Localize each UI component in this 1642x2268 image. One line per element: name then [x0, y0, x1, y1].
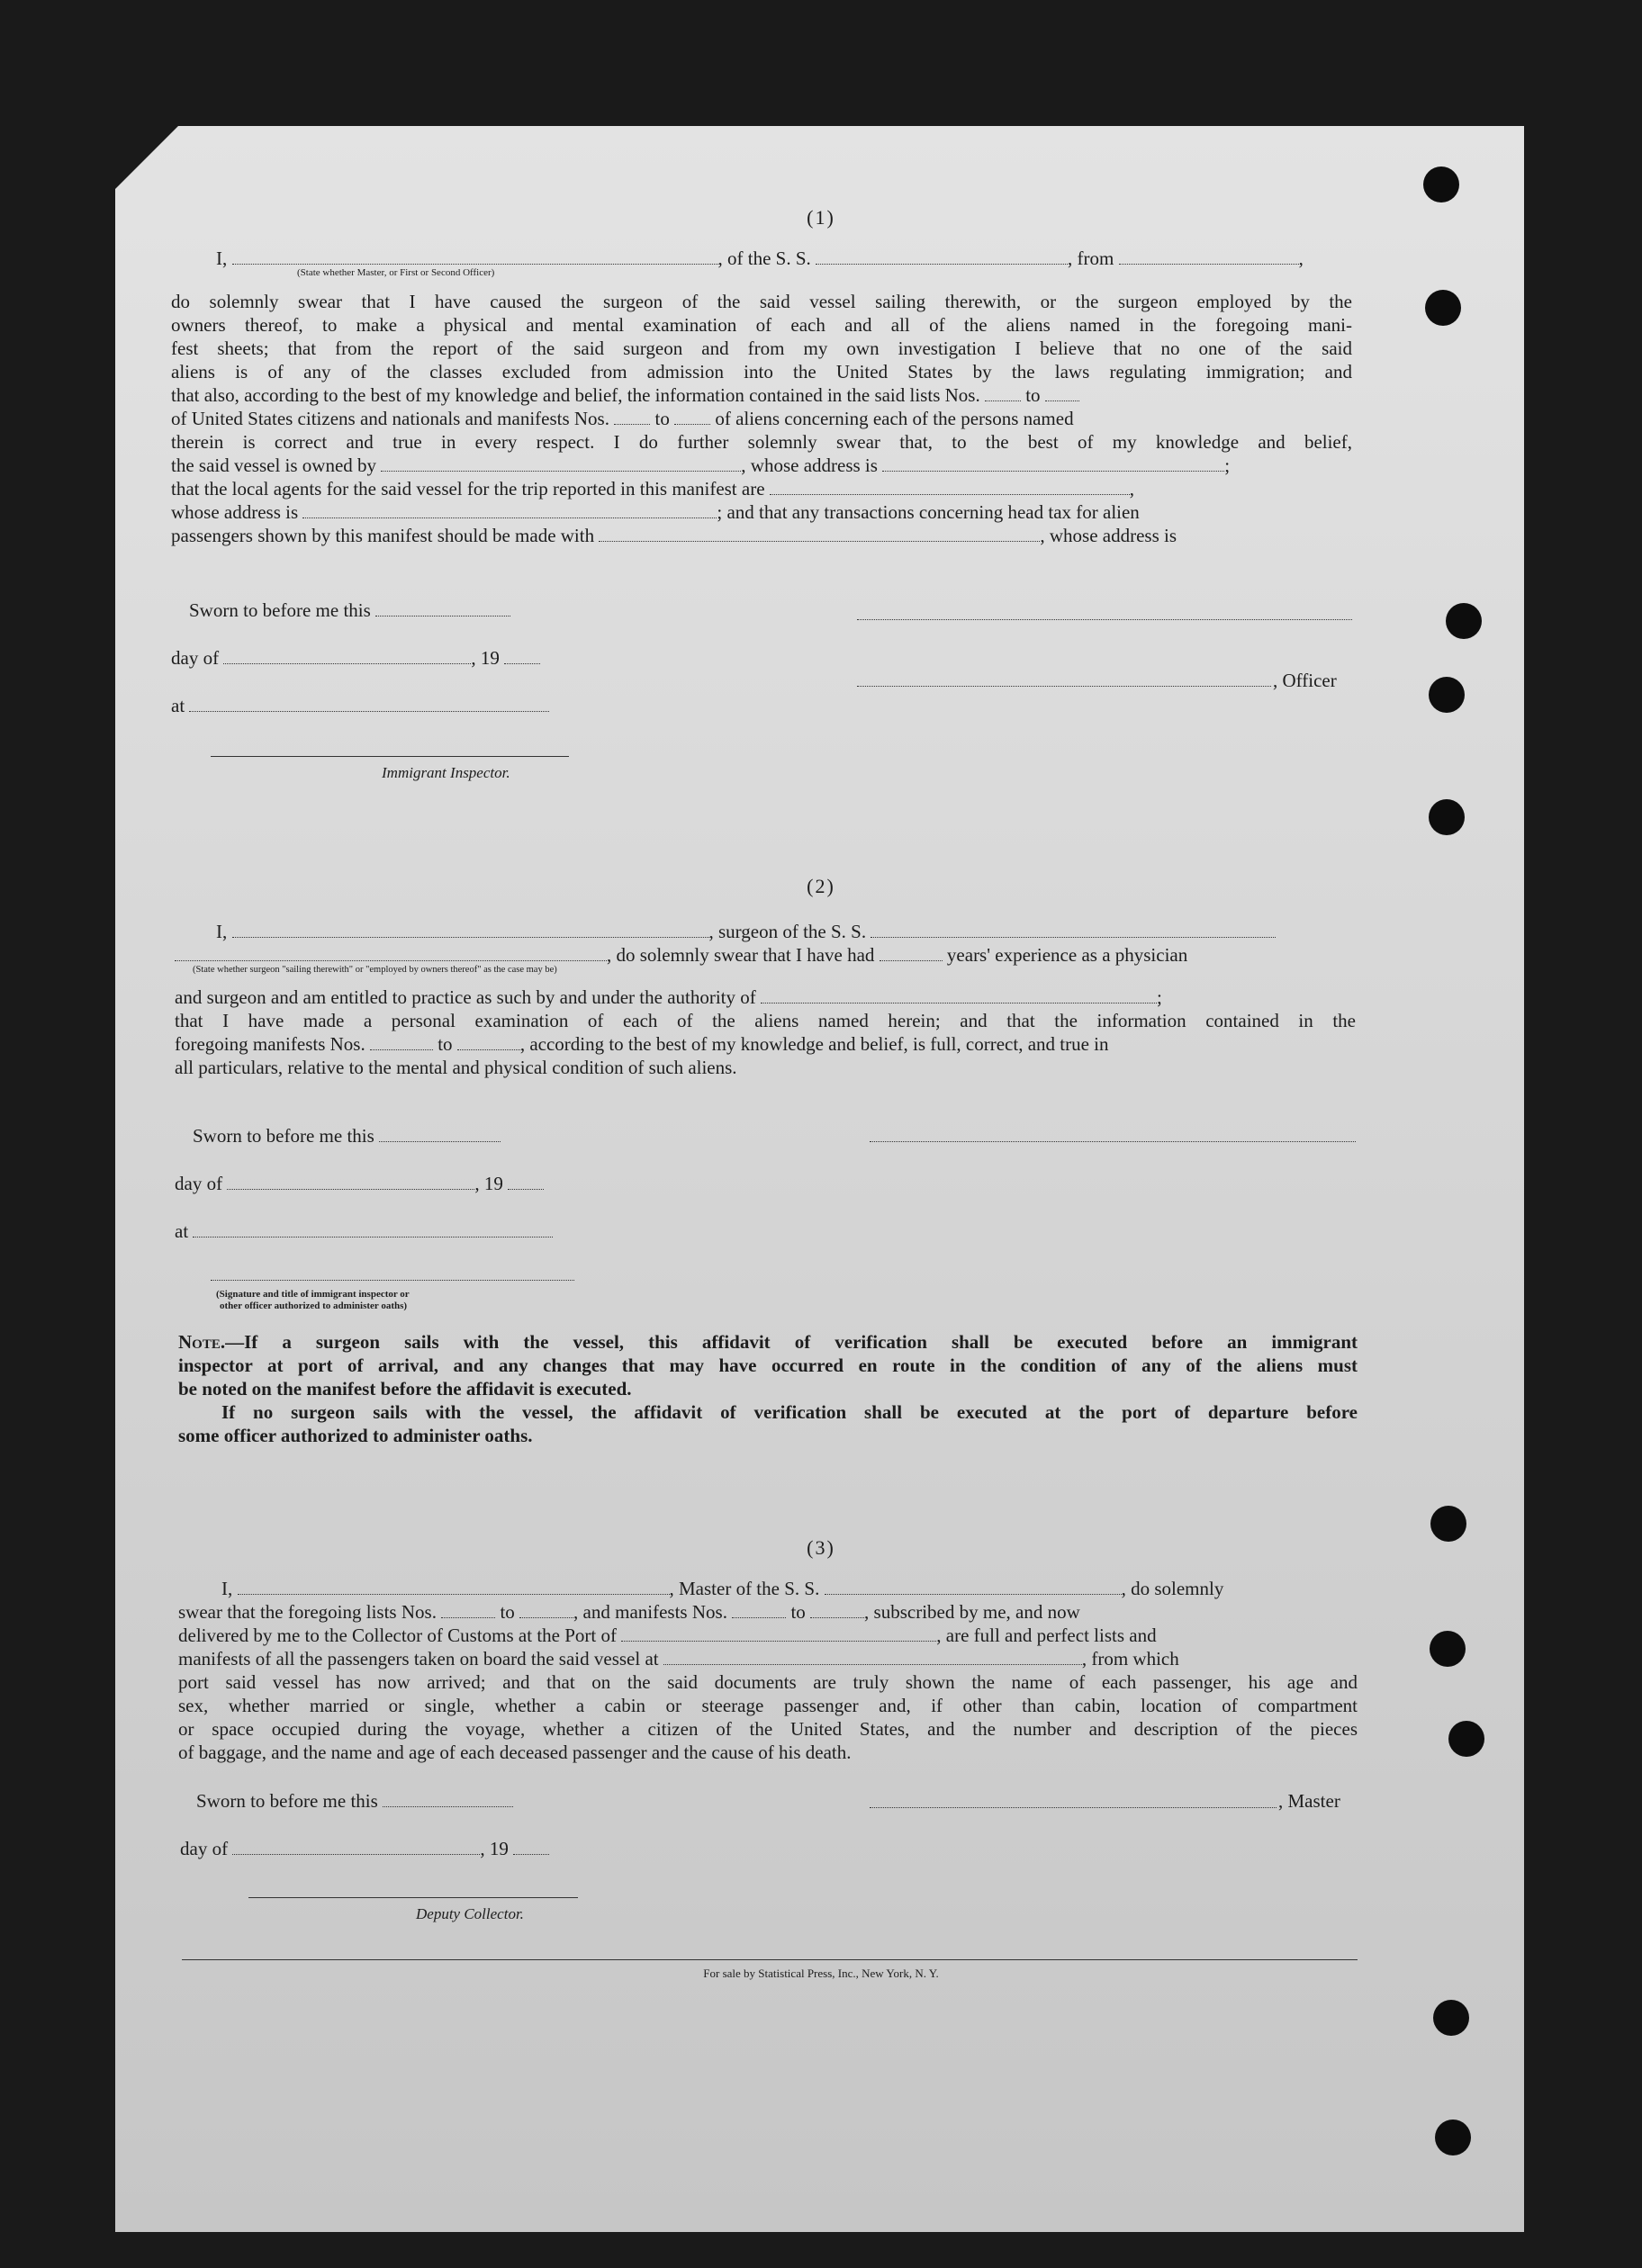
- s1-text-line: therein is correct and true in every respect. I do further solemnly swear that, to the best of my knowledge and belief,: [171, 431, 1352, 453]
- s2-sworn-line: Sworn to before me this: [193, 1124, 501, 1148]
- surgeon-signature-line[interactable]: [870, 1141, 1356, 1142]
- section-2-number: (2): [807, 875, 835, 897]
- s1-manifests-line: of United States citizens and nationals and manifests Nos. to of aliens concerning each of the persons named: [171, 408, 1074, 429]
- s1-agents-line: that the local agents for the said vessel for the trip reported in this manifest are ,: [171, 478, 1135, 500]
- surgeon-name-field[interactable]: [232, 922, 709, 938]
- s2-inspector-signature-line[interactable]: [211, 1280, 574, 1281]
- authority-field[interactable]: [761, 988, 1157, 1004]
- inspector-label: Immigrant Inspector.: [382, 764, 510, 781]
- ship-name-field[interactable]: [816, 249, 1068, 265]
- s2-text-line: all particulars, relative to the mental and physical condition of such aliens.: [175, 1057, 737, 1078]
- sworn-year-field[interactable]: [504, 649, 540, 664]
- s2-at-line: at: [175, 1220, 553, 1243]
- note-line: some officer authorized to administer oaths.: [178, 1425, 533, 1446]
- sworn-place-field[interactable]: [189, 697, 549, 712]
- section-3-number: (3): [807, 1536, 835, 1559]
- manifest-to-field[interactable]: [674, 410, 710, 425]
- s2-day-line: day of , 19: [175, 1172, 544, 1195]
- deputy-signature-line[interactable]: [248, 1897, 578, 1898]
- note-line: If no surgeon sails with the vessel, the affidavit of verification shall be executed at the port of departure before: [221, 1401, 1358, 1423]
- s2-authority-line: and surgeon and am entitled to practice as such by and under the authority of ;: [175, 986, 1162, 1008]
- experience-years-field[interactable]: [880, 946, 943, 961]
- s2-manifest-from-field[interactable]: [370, 1035, 433, 1050]
- boarding-port-field[interactable]: [663, 1650, 1082, 1665]
- s1-headtax-line: passengers shown by this manifest should be made with , whose address is: [171, 525, 1177, 546]
- owner-field[interactable]: [381, 456, 741, 472]
- arrival-port-field[interactable]: [621, 1626, 936, 1642]
- agents-address-field[interactable]: [302, 503, 717, 518]
- s2-sworn-day-field[interactable]: [379, 1127, 501, 1142]
- s3-text-line: or space occupied during the voyage, whether a citizen of the United States, and the number and description of the pieces: [178, 1718, 1358, 1740]
- punch-hole-icon: [1446, 603, 1482, 639]
- s1-text-line: do solemnly swear that I have caused the surgeon of the said vessel sailing therewith, or the surgeon employed by the: [171, 291, 1352, 312]
- note-label: Note.: [178, 1331, 226, 1353]
- s2-sworn-place-field[interactable]: [193, 1222, 553, 1238]
- s3-sworn-month-field[interactable]: [232, 1840, 480, 1855]
- s3-manifest-to-field[interactable]: [810, 1603, 864, 1618]
- s1-text-line: owners thereof, to make a physical and mental examination of each and all of the aliens named in the foregoing mani-: [171, 314, 1352, 336]
- s2-sworn-month-field[interactable]: [227, 1174, 474, 1190]
- s3-text-line: of baggage, and the name and age of each deceased passenger and the cause of his death.: [178, 1742, 852, 1763]
- s3-sworn-year-field[interactable]: [513, 1840, 549, 1855]
- s1-owner-line: the said vessel is owned by , whose address is ;: [171, 454, 1231, 476]
- s2-manifest-to-field[interactable]: [457, 1035, 520, 1050]
- master-name-field[interactable]: [238, 1580, 670, 1595]
- sig-caption: other officer authorized to administer oaths): [220, 1300, 408, 1311]
- officer-signature-line[interactable]: [857, 619, 1352, 620]
- s3-sworn-day-field[interactable]: [383, 1792, 513, 1807]
- master-label: , Master: [1278, 1790, 1340, 1812]
- s3-day-line: day of , 19: [180, 1837, 549, 1860]
- officer-caption: (State whether Master, or First or Second Officer): [297, 267, 495, 278]
- punch-hole-icon: [1429, 799, 1465, 835]
- s2-experience-line: , do solemnly swear that I have had years' experience as a physician: [175, 943, 1187, 967]
- printer-imprint: For sale by Statistical Press, Inc., New York, N. Y.: [703, 1966, 939, 1980]
- s3-ship-name-field[interactable]: [825, 1580, 1122, 1595]
- officer-label: , Officer: [1273, 670, 1337, 691]
- s2-sworn-year-field[interactable]: [508, 1174, 544, 1190]
- s1-agents-address-line: whose address is ; and that any transactions concerning head tax for alien: [171, 501, 1140, 523]
- punch-hole-icon: [1430, 1631, 1466, 1667]
- departure-port-field[interactable]: [1119, 249, 1299, 265]
- note-line: Note.—If a surgeon sails with the vessel, this affidavit of verification shall be executed before an immigrant: [178, 1331, 1358, 1353]
- s3-port-line: delivered by me to the Collector of Customs at the Port of , are full and perfect lists and: [178, 1624, 1157, 1646]
- s3-text-line: sex, whether married or single, whether a cabin or steerage passenger and, if other than cabin, location of compartment: [178, 1695, 1358, 1716]
- punch-hole-icon: [1423, 166, 1459, 202]
- punch-hole-icon: [1433, 2000, 1469, 2036]
- s3-list-to-field[interactable]: [519, 1603, 573, 1618]
- s1-sworn-line: Sworn to before me this: [189, 598, 510, 622]
- list-to-field[interactable]: [1045, 386, 1079, 401]
- section-1-number: (1): [807, 206, 835, 229]
- punch-hole-icon: [1448, 1721, 1484, 1757]
- punch-hole-icon: [1429, 677, 1465, 713]
- s1-text-line: aliens is of any of the classes excluded from admission into the United States by the laws regulating immigration; and: [171, 361, 1352, 382]
- surgeon-caption: (State whether surgeon "sailing therewith" or "employed by owners thereof" as the case may be): [193, 965, 557, 975]
- list-from-field[interactable]: [985, 386, 1021, 401]
- sworn-month-field[interactable]: [223, 649, 471, 664]
- footer-rule: [182, 1959, 1358, 1960]
- deputy-label: Deputy Collector.: [416, 1905, 524, 1922]
- s1-opening-line: I, , of the S. S. , from ,: [216, 248, 1304, 269]
- s1-lists-line: that also, according to the best of my knowledge and belief, the information contained in the said lists Nos. to: [171, 383, 1352, 407]
- inspector-signature-line[interactable]: [211, 756, 569, 757]
- surgeon-status-field[interactable]: [175, 946, 607, 961]
- punch-hole-icon: [1425, 290, 1461, 326]
- s1-day-line: day of , 19: [171, 646, 540, 670]
- s3-boarding-line: manifests of all the passengers taken on board the said vessel at , from which: [178, 1648, 1179, 1670]
- punch-hole-icon: [1435, 2120, 1471, 2156]
- s3-text-line: port said vessel has now arrived; and that on the said documents are truly shown the name of each passenger, his age and: [178, 1671, 1358, 1693]
- s3-manifest-from-field[interactable]: [732, 1603, 786, 1618]
- s2-ship-name-field[interactable]: [871, 922, 1276, 938]
- s2-opening-line: I, , surgeon of the S. S.: [216, 920, 1276, 943]
- s3-lists-line: swear that the foregoing lists Nos. to , and manifests Nos. to , subscribed by me, and now: [178, 1601, 1080, 1623]
- s2-text-line: that I have made a personal examination of each of the aliens named herein; and that the information contained in the: [175, 1010, 1356, 1031]
- note-line: inspector at port of arrival, and any changes that may have occurred en route in the condition of any of the aliens must: [178, 1354, 1358, 1376]
- sig-caption: (Signature and title of immigrant inspector or: [216, 1289, 410, 1300]
- s2-manifests-line: foregoing manifests Nos. to , according to the best of my knowledge and belief, is full, correct, and true in: [175, 1033, 1109, 1055]
- s3-sworn-line: Sworn to before me this: [196, 1789, 513, 1813]
- manifest-from-field[interactable]: [614, 410, 650, 425]
- owner-address-field[interactable]: [882, 456, 1224, 472]
- note-line: be noted on the manifest before the affidavit is executed.: [178, 1378, 632, 1400]
- officer-signature-line-2[interactable]: [857, 686, 1271, 687]
- headtax-contact-field[interactable]: [599, 526, 1040, 542]
- sworn-day-field[interactable]: [375, 601, 510, 616]
- s1-at-line: at: [171, 694, 549, 717]
- s1-text-line: fest sheets; that from the report of the said surgeon and from my own investigation I believe that no one of the said: [171, 338, 1352, 359]
- s3-list-from-field[interactable]: [441, 1603, 495, 1618]
- agents-field[interactable]: [770, 480, 1130, 495]
- officer-rank-field[interactable]: [232, 249, 718, 265]
- s3-opening-line: I, , Master of the S. S. , do solemnly: [221, 1578, 1224, 1599]
- master-signature-line[interactable]: [870, 1807, 1277, 1808]
